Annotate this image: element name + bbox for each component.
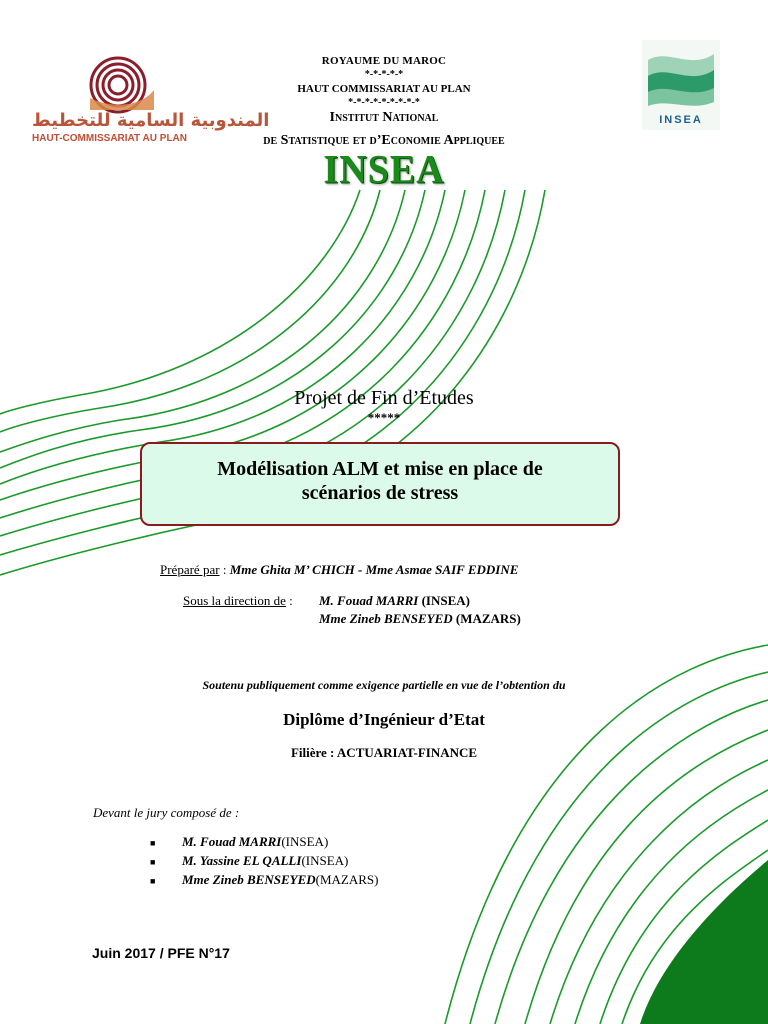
jury-list [150,833,378,890]
bullet-icon: ■ [150,857,156,867]
jury-name: Mme Zineb BENSEYED [182,872,316,887]
document-type: Projet de Fin d’Etudes [294,387,474,409]
jury-name: M. Yassine EL QALLI [182,853,302,868]
header-hcp: HAUT COMMISSARIAT AU PLAN [297,83,471,95]
title-line-1: Modélisation ALM et mise en place de [217,458,543,480]
jury-org: (INSEA) [281,834,329,849]
direction-label-row [183,593,293,609]
header-separator-1: *-*-*-*-* [364,69,404,80]
header-institut: Institut National [329,110,439,125]
footer-date-pfe: Juin 2017 / PFE N°17 [92,945,230,961]
jury-org: (MAZARS) [315,872,379,887]
direction-sep: : [285,593,293,608]
list-item [150,871,378,890]
prepared-by [160,562,518,578]
direction-label: Sous la direction de [183,593,286,608]
insea-logo-text: INSEA [659,114,703,126]
director-2-name: Mme Zineb BENSEYED [319,611,453,626]
diploma-title: Diplôme d’Ingénieur d’Etat [283,710,485,729]
prepared-label: Préparé par [160,562,220,577]
prepared-names: Mme Ghita M’ CHICH - Mme Asmae SAIF EDDINE [229,562,519,577]
bullet-icon: ■ [150,876,156,886]
director-1-org: (INSEA) [418,593,470,608]
filiere: Filière : ACTUARIAT-FINANCE [290,745,478,760]
header-separator-2: *-*-*-*-*-*-*-*-* [348,97,420,108]
hcp-arabic-name: المندوبية السامية للتخطيط [32,110,270,131]
header-kingdom: ROYAUME DU MAROC [321,55,447,67]
header-statistique: de Statistique et d’Economie Appliquee [263,133,505,148]
insea-wordmark: INSEA [323,147,445,193]
list-item [150,833,378,852]
director-1-name: M. Fouad MARRI [319,593,419,608]
jury-name: M. Fouad MARRI [182,834,282,849]
jury-intro: Devant le jury composé de : [93,805,240,820]
director-1 [319,593,470,609]
director-2 [319,611,521,627]
director-2-org: (MAZARS) [452,611,521,626]
title-box [140,442,620,526]
soutenu-statement: Soutenu publiquement comme exigence partielle en vue de l’obtention du [202,678,566,692]
title-line-2: scénarios de stress [301,482,459,504]
prepared-sep: : [219,562,230,577]
bullet-icon: ■ [150,838,156,848]
list-item [150,852,378,871]
jury-org: (INSEA) [301,853,349,868]
stars-separator: ***** [367,410,401,425]
hcp-french-name: HAUT-COMMISSARIAT AU PLAN [32,133,187,144]
